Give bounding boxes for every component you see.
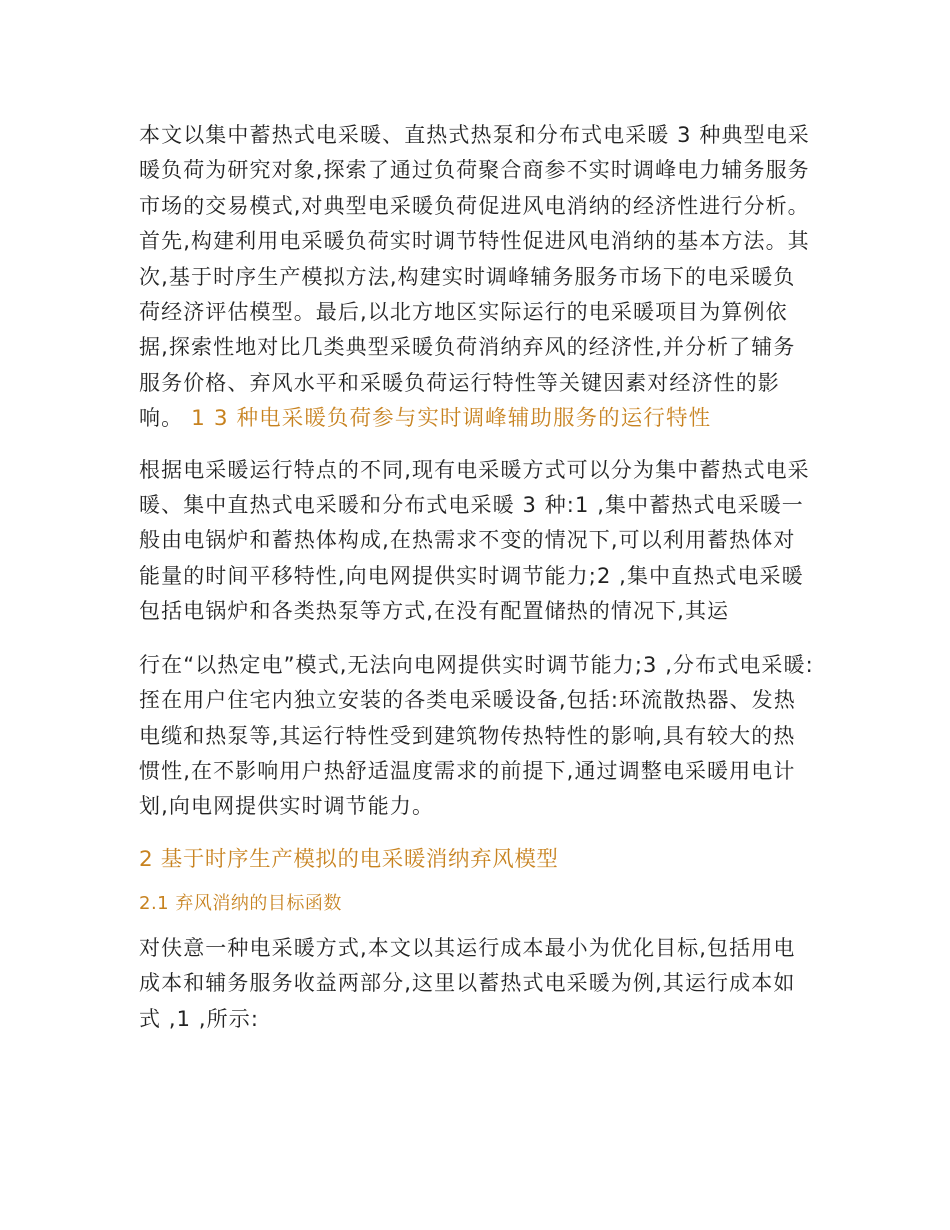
intro-text: 本文以集中蓄热式电采暖、直热式热泵和分布式电采暖 3 种典型电采暖负荷为研究对象,探索了通过负荷聚合商参不实时调峰电力辅务服务市场的交易模式,对典型电采暖负荷促进风电消纳的经济性进行分析。首先,构建利用电采暖负荷实时调节特性促进风电消纳的基本方法。其次,基于时序生产模拟方法,构建实时调峰辅务服务市场下的电采暖负荷经济评估模型。最后,以北方地区实际运行的电采暖项目为算例依据,探索性地对比几类典型采暖负荷消纳弃风的经济性,并分析了辅务服务价格、弃风水平和采暖负荷运行特性等关键因素对经济性的影响。 [139, 123, 810, 431]
section2-heading: 2 基于时序生产模拟的电采暖消纳弃风模型 [139, 846, 559, 872]
section2-1-heading: 2.1 弃风消纳的目标函数 [139, 892, 342, 914]
section1-heading: 1 3 种电采暖负荷参与实时调峰辅助服务的运行特性 [191, 406, 712, 432]
intro-paragraph [139, 118, 814, 437]
spacer [139, 437, 814, 453]
section1-paragraph-2: 行在“以热定电”模式,无法向电网提供实时调节能力;3 ,分布式电采暖:挃在用户住宅内独立安装的各类电采暖设备,包括:环流散热器、发热电缆和热泵等,其运行特性受到建筑物传热特性的影响,具有较大的热惯性,在不影响用户热舒适温度需求的前提下,通过调整电采暖用电计划,向电网提供实时调节能力。 [139, 652, 814, 819]
spacer [139, 917, 814, 931]
spacer [139, 825, 814, 845]
section1-paragraph-1: 根据电采暖运行特点的不同,现有电采暖方式可以分为集中蓄热式电采暖、集中直热式电采暖和分布式电采暖 3 种:1 ,集中蓄热式电采暖一般由电锅炉和蓄热体构成,在热需求不变的情况下,可以利用蓄热体对能量的时间平移特性,向电网提供实时调节能力;2 ,集中直热式电采暖包括电锅炉和各类热泵等方式,在没有配置储热的情况下,其运 [139, 457, 810, 624]
section2-1-paragraph: 对伕意一种电采暖方式,本文以其运行成本最小为优化目标,包括用电成本和辅务服务收益两部分,这里以蓄热式电采暖为例,其运行成本如式 ,1 ,所示: [139, 935, 796, 1031]
spacer [139, 875, 814, 891]
document-page [139, 118, 814, 1037]
spacer [139, 630, 814, 648]
